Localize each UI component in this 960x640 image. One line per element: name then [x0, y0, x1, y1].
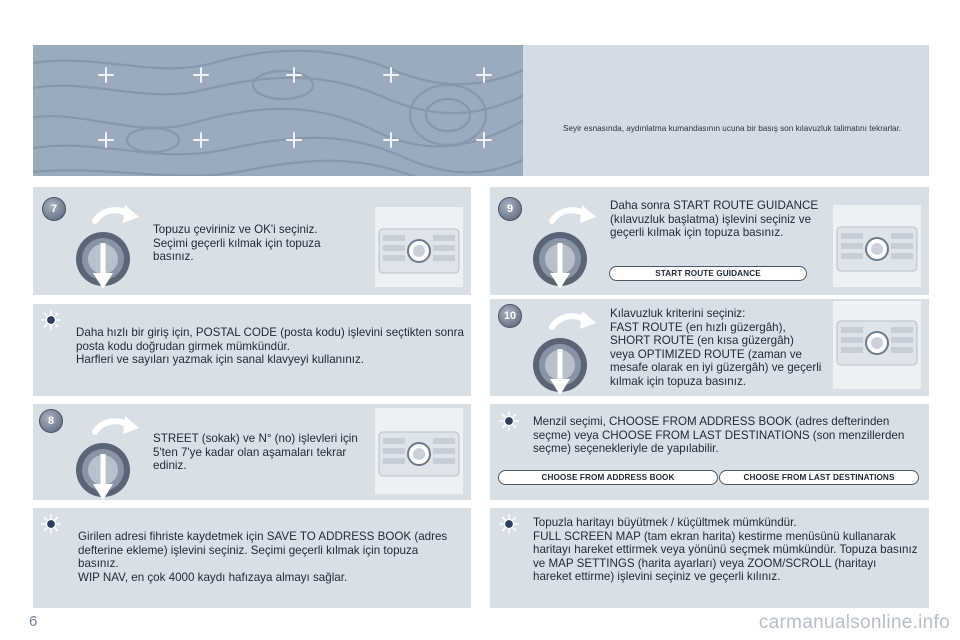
- step-number-badge: 9: [498, 197, 522, 221]
- choose-from-last-destinations-button[interactable]: CHOOSE FROM LAST DESTINATIONS: [719, 470, 919, 485]
- step-number-badge: 10: [498, 304, 522, 328]
- radio-panel-icon: [375, 207, 463, 287]
- banner-note-box: [523, 45, 929, 176]
- step-7-panel: [33, 187, 471, 295]
- step-7-text: Topuzu çeviriniz ve OK'i seçiniz. Seçimi geçerli kılmak için topuza basınız.: [153, 223, 321, 264]
- save-address-tip-panel: [33, 508, 471, 608]
- destination-tip-panel: [490, 404, 929, 500]
- rotary-knob-icon: [530, 199, 600, 289]
- radio-unit-thumbnail: [375, 207, 463, 287]
- lightbulb-icon: [41, 310, 61, 330]
- lightbulb-icon: [41, 514, 61, 534]
- save-address-tip-text: Girilen adresi fihriste kaydetmek için SAVE TO ADDRESS BOOK (adres defterine ekleme) işlevini seçiniz. Seçimi geçerli kılmak için topuza basınız. WIP NAV, en çok 4000 kaydı hafızaya almayı sağlar.: [78, 530, 448, 584]
- map-zoom-tip-panel: [490, 508, 929, 608]
- postal-code-tip-text: Daha hızlı bir giriş için, POSTAL CODE (posta kodu) işlevini seçtikten sonra posta kodu doğrudan girmek mümkündür. Harfleri ve sayıları yazmak için sanal klavyeyi kullanınız.: [76, 326, 464, 367]
- map-zoom-tip-text: Topuzla haritayı büyütmek / küçültmek mümkündür. FULL SCREEN MAP (tam ekran harita) kestirme menüsünü kullanarak haritayı hareket ettirmek veya yönünü seçmek mümkündür. Topuza basınız ve MAP SETTINGS (harita ayarları) veya ZOOM/SCROLL (haritayı hareket ettirme) işlevini seçiniz ve geçerli kılınız.: [533, 516, 918, 584]
- step-8-panel: [33, 404, 471, 500]
- step-number-badge: 8: [39, 409, 63, 433]
- banner-note-text: Seyir esnasında, aydınlatma kumandasının ucuna bir basış son kılavuzluk talimatını tekrarlar.: [563, 124, 902, 133]
- radio-unit-thumbnail: [375, 408, 463, 494]
- step-9-text: Daha sonra START ROUTE GUIDANCE (kılavuzluk başlatma) işlevini seçiniz ve geçerli kılmak için topuza basınız.: [610, 199, 819, 240]
- radio-panel-icon: [375, 408, 463, 494]
- watermark-text: carmanualsonline.info: [758, 612, 950, 633]
- postal-code-tip-panel: [33, 304, 471, 396]
- step-10-text: Kılavuzluk kriterini seçiniz: FAST ROUTE (en hızlı güzergâh), SHORT ROUTE (en kısa güzergâh) veya OPTIMIZED ROUTE (zaman ve mesafe olarak en iyi güzergâh) ve geçerli kılmak için topuza basınız.: [610, 307, 822, 388]
- page-number: 6: [29, 613, 38, 630]
- step-8-text: STREET (sokak) ve N° (no) işlevleri için 5'ten 7'ye kadar olan aşamaları tekrar ediniz.: [153, 432, 358, 473]
- destination-tip-text: Menzil seçimi, CHOOSE FROM ADDRESS BOOK (adres defterinden seçme) veya CHOOSE FROM LAST DESTINATIONS (son menzillerden seçme) seçenekleriyle de yapılabilir.: [533, 415, 905, 456]
- rotary-knob-icon: [73, 199, 143, 289]
- radio-panel-icon: [833, 301, 921, 389]
- map-banner: [33, 45, 929, 176]
- rotary-knob-icon: [530, 305, 600, 395]
- rotary-knob-icon: [73, 410, 143, 500]
- step-10-panel: [490, 299, 929, 396]
- step-9-panel: [490, 187, 929, 295]
- lightbulb-icon: [499, 411, 519, 431]
- lightbulb-icon: [499, 514, 519, 534]
- radio-unit-thumbnail: [833, 205, 921, 287]
- step-number-badge: 7: [42, 197, 66, 221]
- radio-unit-thumbnail: [833, 301, 921, 389]
- start-route-guidance-button[interactable]: START ROUTE GUIDANCE: [609, 266, 807, 281]
- choose-from-address-book-button[interactable]: CHOOSE FROM ADDRESS BOOK: [498, 470, 718, 485]
- radio-panel-icon: [833, 205, 921, 287]
